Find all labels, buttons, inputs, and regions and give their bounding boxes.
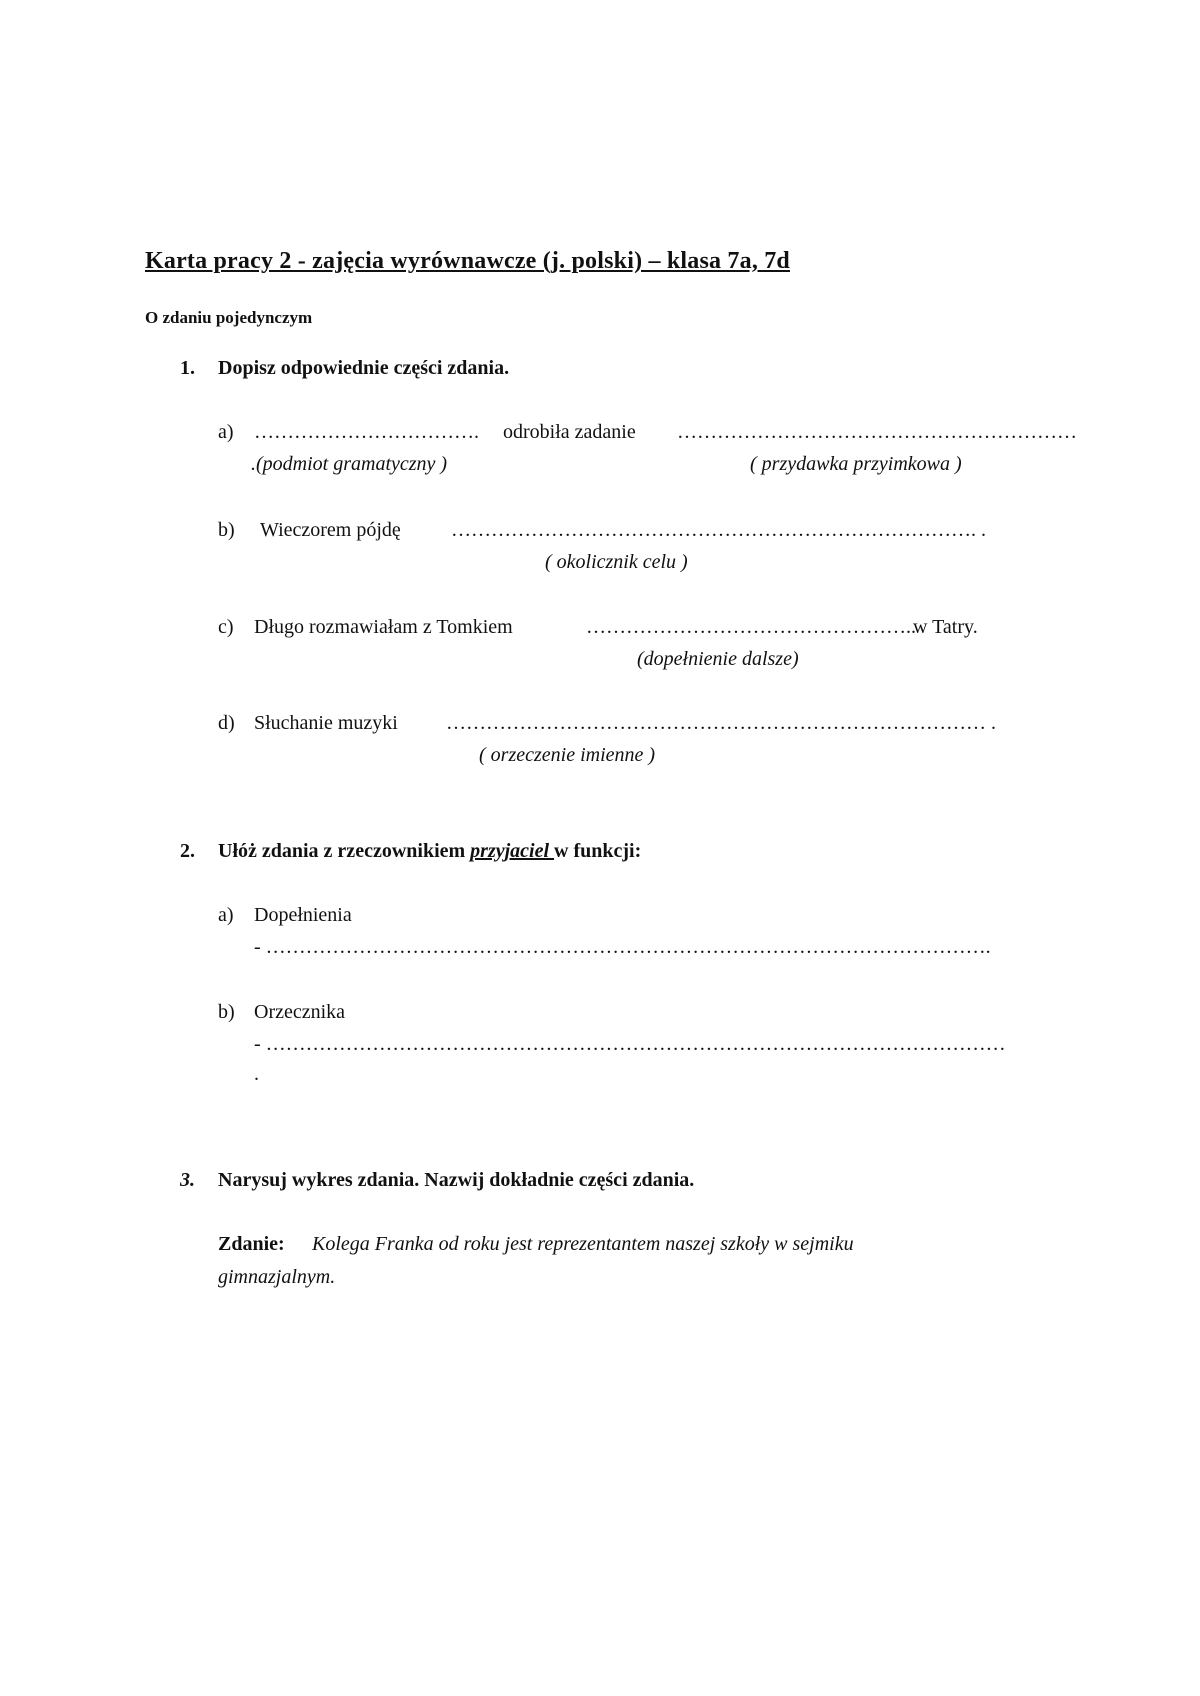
q3-sentence-line-2: gimnazjalnym. xyxy=(218,1266,336,1288)
q1-c-marker: c) xyxy=(218,616,234,638)
q1-d-blank[interactable]: ……………………………………………………………………… . xyxy=(446,712,996,734)
q1-c-hint: (dopełnienie dalsze) xyxy=(637,648,799,670)
q1-a-hint-2: ( przydawka przyimkowa ) xyxy=(750,453,962,475)
question-2-text-after: w funkcji: xyxy=(554,840,642,862)
question-2-number: 2. xyxy=(180,840,195,862)
section-subtitle: O zdaniu pojedynczym xyxy=(145,308,313,327)
q1-a-blank-1[interactable]: ……………………………. xyxy=(254,421,479,443)
question-3-text: Narysuj wykres zdania. Nazwij dokładnie części zdania. xyxy=(218,1169,695,1191)
q2-b-marker: b) xyxy=(218,1001,235,1023)
q1-c-tail: w Tatry. xyxy=(913,616,978,638)
q1-d-text: Słuchanie muzyki xyxy=(254,712,398,734)
page-title: Karta pracy 2 - zajęcia wyrównawcze (j. polski) – klasa 7a, 7d xyxy=(145,248,790,274)
q1-a-text: odrobiła zadanie xyxy=(503,421,636,443)
q1-c-text: Długo rozmawiałam z Tomkiem xyxy=(254,616,513,638)
q1-d-hint: ( orzeczenie imienne ) xyxy=(479,744,656,766)
q1-b-text: Wieczorem pójdę xyxy=(260,519,401,541)
q3-sentence-line-1: Kolega Franka od roku jest reprezentantem naszej szkoły w sejmiku xyxy=(312,1233,854,1255)
q1-b-hint: ( okolicznik celu ) xyxy=(545,551,688,573)
q2-a-answer-line[interactable]: - ………………………………………………………………………………………………. xyxy=(254,936,991,958)
question-2-keyword: przyjaciel xyxy=(470,840,555,862)
q1-a-blank-2[interactable]: …………………………………………………… xyxy=(677,421,1077,443)
q1-a-marker: a) xyxy=(218,421,234,443)
q1-b-blank[interactable]: ……………………………………………………………………. . xyxy=(451,519,986,541)
q1-c-blank[interactable]: ………………………………………….. xyxy=(586,616,916,638)
q1-b-marker: b) xyxy=(218,519,235,541)
q3-sentence-label: Zdanie: xyxy=(218,1233,285,1255)
q2-a-marker: a) xyxy=(218,904,234,926)
q2-b-label: Orzecznika xyxy=(254,1001,346,1023)
question-3-number: 3. xyxy=(180,1169,195,1191)
question-1-text: Dopisz odpowiednie części zdania. xyxy=(218,357,510,379)
question-2-text-before: Ułóż zdania z rzeczownikiem xyxy=(218,840,471,862)
question-1-number: 1. xyxy=(180,357,195,379)
q2-a-label: Dopełnienia xyxy=(254,904,352,926)
q1-d-marker: d) xyxy=(218,712,235,734)
question-2-text xyxy=(218,840,641,863)
q2-b-answer-line[interactable]: - ………………………………………………………………………………………………… xyxy=(254,1033,1006,1055)
q2-b-answer-line-end: . xyxy=(254,1063,259,1085)
q1-a-hint-1: .(podmiot gramatyczny ) xyxy=(251,453,448,475)
